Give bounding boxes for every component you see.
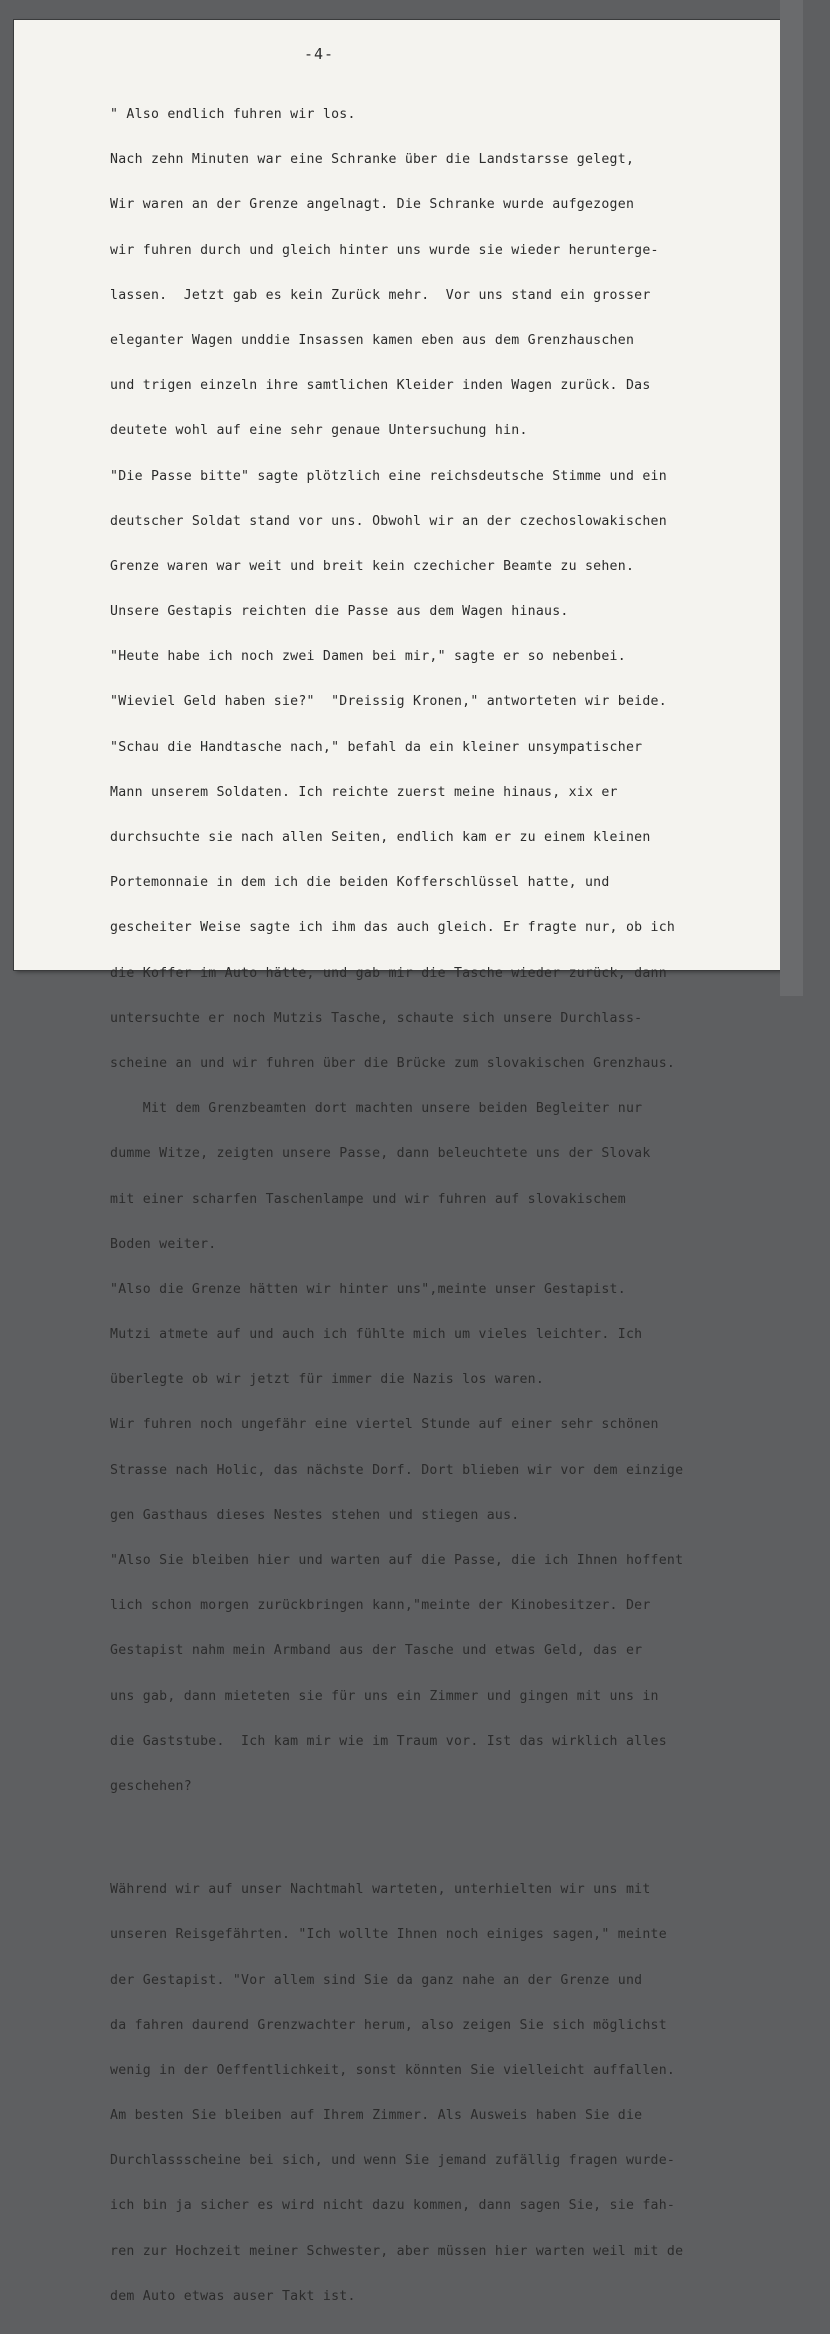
text-line: gescheiter Weise sagte ich ihm das auch gleich. Er fragte nur, ob ich: [110, 920, 676, 936]
text-line: Mit dem Grenzbeamten dort machten unsere beiden Begleiter nur: [110, 1101, 643, 1117]
text-line: dem Auto etwas auser Takt ist.: [110, 2288, 356, 2304]
text-line: eleganter Wagen unddie Insassen kamen eben aus dem Grenzhauschen: [110, 332, 635, 348]
text-line: Nach zehn Minuten war eine Schranke über die Landstarsse gelegt,: [110, 152, 635, 168]
text-line: lassen. Jetzt gab es kein Zurück mehr. Vor uns stand ein grosser: [110, 287, 651, 303]
text-line: die Gaststube. Ich kam mir wie im Traum vor. Ist das wirklich alles: [110, 1733, 667, 1749]
text-line: und trigen einzeln ihre samtlichen Kleider inden Wagen zurück. Das: [110, 378, 651, 394]
text-line: Durchlassscheine bei sich, und wenn Sie jemand zufällig fragen wurde-: [110, 2153, 676, 2169]
text-line: "Die Passe bitte" sagte plötzlich eine reichsdeutsche Stimme und ein: [110, 468, 667, 484]
text-line: "Also die Grenze hätten wir hinter uns",meinte unser Gestapist.: [110, 1281, 626, 1297]
text-line: da fahren daurend Grenzwachter herum, also zeigen Sie sich möglichst: [110, 2017, 667, 2033]
text-line: Während wir auf unser Nachtmahl warteten, unterhielten wir uns mit: [110, 1882, 651, 1898]
text-line: Mann unserem Soldaten. Ich reichte zuerst meine hinaus, xix er: [110, 784, 618, 800]
page-number: -4-: [304, 45, 335, 63]
text-line: Grenze waren war weit und breit kein czechicher Beamte zu sehen.: [110, 558, 635, 574]
text-line: uns gab, dann mieteten sie für uns ein Zimmer und gingen mit uns in: [110, 1688, 659, 1704]
text-line: der Gestapist. "Vor allem sind Sie da ganz nahe an der Grenze und: [110, 1972, 643, 1988]
text-line: wir fuhren durch und gleich hinter uns wurde sie wieder herunterge-: [110, 242, 659, 258]
text-line: "Heute habe ich noch zwei Damen bei mir," sagte er so nebenbei.: [110, 649, 626, 665]
text-line: wenig in der Oeffentlichkeit, sonst könnten Sie vielleicht auffallen.: [110, 2062, 676, 2078]
text-line: Boden weiter.: [110, 1236, 217, 1252]
text-line: Wir waren an der Grenze angelnagt. Die Schranke wurde aufgezogen: [110, 197, 635, 213]
text-line: deutscher Soldat stand vor uns. Obwohl wir an der czechoslowakischen: [110, 513, 667, 529]
text-line: "Wieviel Geld haben sie?" "Dreissig Kronen," antworteten wir beide.: [110, 694, 667, 710]
text-line: "Also Sie bleiben hier und warten auf die Passe, die ich Ihnen hoffent: [110, 1553, 684, 1568]
text-line: " Also endlich fuhren wir los.: [110, 107, 356, 122]
text-line: deutete wohl auf eine sehr genaue Untersuchung hin.: [110, 423, 528, 439]
text-line: Am besten Sie bleiben auf Ihrem Zimmer. Als Ausweis haben Sie die: [110, 2108, 643, 2124]
text-line: "Schau die Handtasche nach," befahl da ein kleiner unsympatischer: [110, 739, 643, 755]
text-line: untersuchte er noch Mutzis Tasche, schaute sich unsere Durchlass-: [110, 1010, 643, 1026]
text-line: Strasse nach Holic, das nächste Dorf. Dort blieben wir vor dem einzige: [110, 1462, 684, 1478]
text-line: Mutzi atmete auf und auch ich fühlte mich um vieles leichter. Ich: [110, 1327, 643, 1343]
text-line: Unsere Gestapis reichten die Passe aus dem Wagen hinaus.: [110, 604, 569, 620]
text-line: scheine an und wir fuhren über die Brücke zum slovakischen Grenzhaus.: [110, 1055, 676, 1071]
text-line: durchsuchte sie nach allen Seiten, endlich kam er zu einem kleinen: [110, 830, 651, 845]
typewritten-text: [110, 77, 830, 2334]
text-line: lich schon morgen zurückbringen kann,"meinte der Kinobesitzer. Der: [110, 1598, 651, 1614]
paragraph-break: [110, 1824, 830, 1852]
text-line: Portemonnaie in dem ich die beiden Kofferschlüssel hatte, und: [110, 875, 610, 891]
text-line: mit einer scharfen Taschenlampe und wir fuhren auf slovakischem: [110, 1191, 626, 1207]
text-line: Gestapist nahm mein Armband aus der Tasche und etwas Geld, das er: [110, 1643, 643, 1659]
text-line: gen Gasthaus dieses Nestes stehen und stiegen aus.: [110, 1507, 520, 1523]
text-line: Wir fuhren noch ungefähr eine viertel Stunde auf einer sehr schönen: [110, 1417, 659, 1433]
text-line: überlegte ob wir jetzt für immer die Nazis los waren.: [110, 1372, 545, 1388]
scanner-background: [780, 0, 803, 996]
typewritten-page: [14, 20, 782, 2304]
text-line: geschehen?: [110, 1778, 192, 1794]
text-line: die Koffer im Auto hätte, und gab mir die Tasche wieder zurück, dann: [110, 965, 667, 981]
text-line: dumme Witze, zeigten unsere Passe, dann beleuchtete uns der Slovak: [110, 1146, 651, 1162]
text-line: ich bin ja sicher es wird nicht dazu kommen, dann sagen Sie, sie fah-: [110, 2198, 676, 2214]
text-line: unseren Reisgefährten. "Ich wollte Ihnen noch einiges sagen," meinte: [110, 1927, 667, 1943]
text-line: ren zur Hochzeit meiner Schwester, aber müssen hier warten weil mit de: [110, 2243, 684, 2259]
